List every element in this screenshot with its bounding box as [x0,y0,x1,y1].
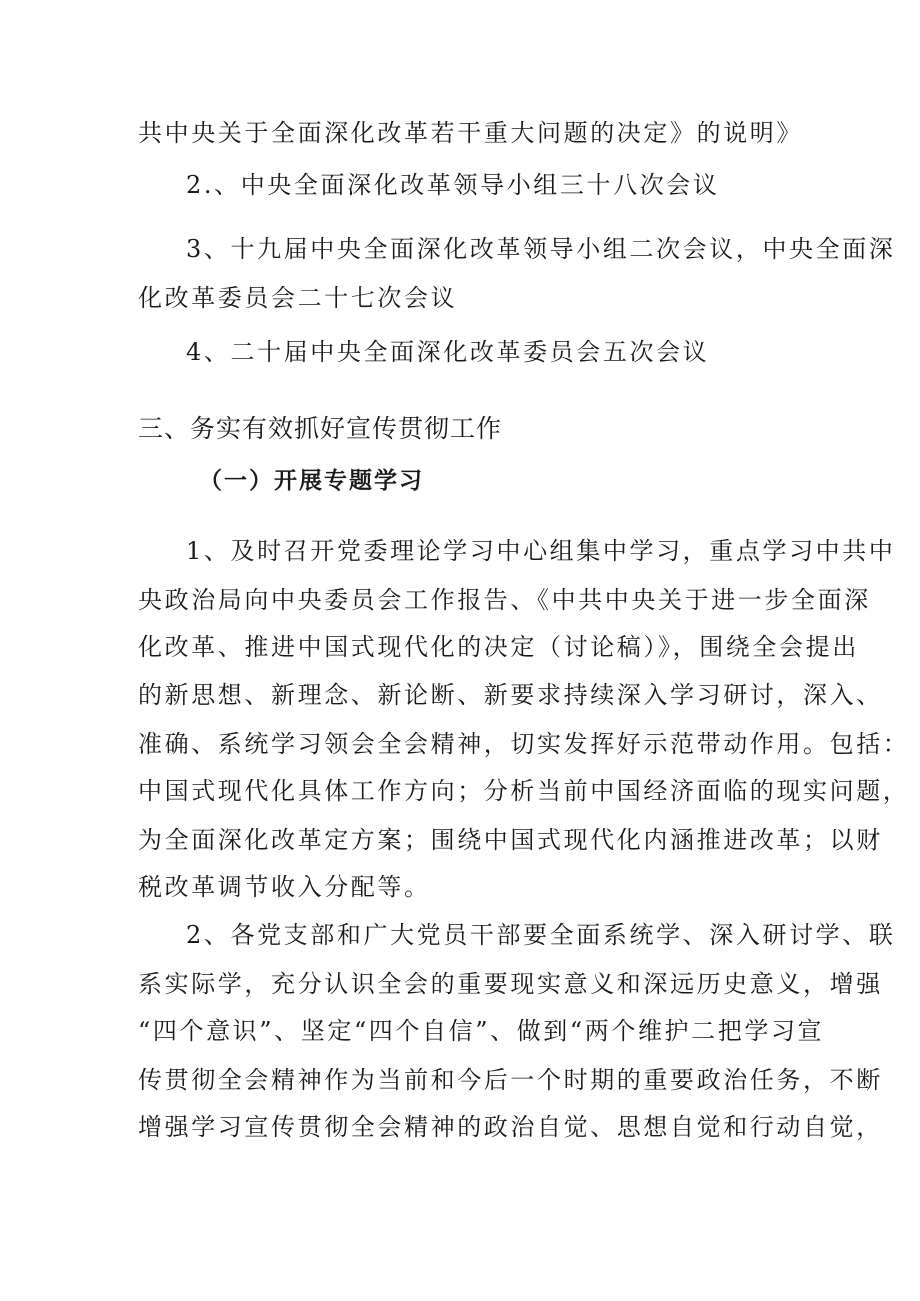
paragraph-2-line: “四个意识”、坚定“四个自信”、做到“两个维护二把学习宣 [138,1017,825,1045]
section-heading: 三、务实有效抓好宣传贯彻工作 [138,414,503,443]
paragraph-1-line: 准确、系统学习领会全会精神，切实发挥好示范带动作用。包括： [138,730,910,758]
paragraph-1-line: 中国式现代化具体工作方向；分析当前中国经济面临的现实问题， [138,777,910,805]
list-item-2: 2.、中央全面深化改革领导小组三十八次会议 [186,171,720,199]
list-item-4: 4、二十届中央全面深化改革委员会五次会议 [186,338,710,366]
paragraph-1-line: 为全面深化改革定方案；围绕中国式现代化内涵推进改革；以财 [138,826,883,854]
paragraph-2-line: 传贯彻全会精神作为当前和今后一个时期的重要政治任务，不断 [138,1066,883,1094]
text-line: 共中央关于全面深化改革若干重大问题的决定》的说明》 [138,119,803,147]
text-line: 化改革委员会二十七次会议 [138,284,458,312]
paragraph-1-line: 化改革、推进中国式现代化的决定（讨论稿）》，围绕全会提出 [138,633,859,661]
list-item-3: 3、十九届中央全面深化改革领导小组二次会议，中央全面深 [186,235,896,263]
paragraph-1-line: 央政治局向中央委员会工作报告、《中共中央关于进一步全面深 [138,586,871,614]
paragraph-2-line: 系实际学，充分认识全会的重要现实意义和深远历史意义，增强 [138,970,883,998]
paragraph-1-line: 税改革调节收入分配等。 [138,873,431,901]
paragraph-2-line: 2、各党支部和广大党员干部要全面系统学、深入研讨学、联 [186,921,896,949]
subsection-heading: （一）开展专题学习 [199,468,424,494]
paragraph-1-line: 1、及时召开党委理论学习中心组集中学习，重点学习中共中 [186,537,896,565]
paragraph-2-line: 增强学习宣传贯彻全会精神的政治自觉、思想自觉和行动自觉， [138,1113,883,1141]
paragraph-1-line: 的新思想、新理念、新论断、新要求持续深入学习研讨，深入、 [138,681,883,709]
